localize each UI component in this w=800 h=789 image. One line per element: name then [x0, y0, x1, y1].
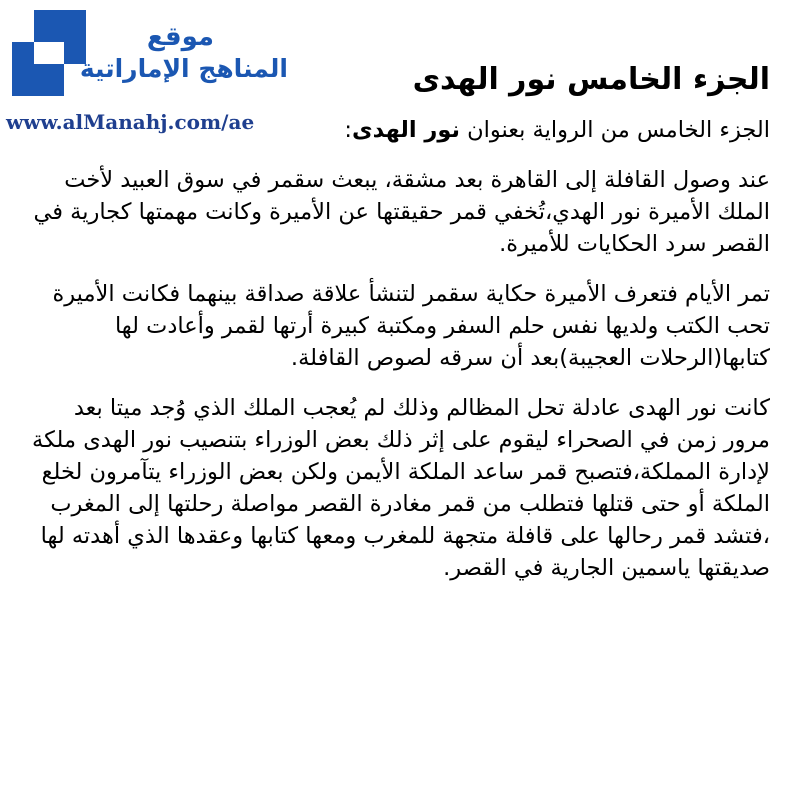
paragraph-3: كانت نور الهدى عادلة تحل المظالم وذلك لم يُعجب الملك الذي وُجد ميتا بعد مرور زمن في الصحراء ليقوم على إثر ذلك بعض الوزراء بتنصيب نور الهدى ملكة لإدارة المملكة،فتصبح قمر ساعد الملكة الأيمن ولكن بعض الوزراء يتآمرون لخلع الملكة أو حتى قتلها فتطلب من قمر مغادرة القصر مواصلة رحلتها إلى المغرب ،فتشد قمر رحالها على قافلة متجهة للمغرب ومعها كتابها وعقدها الذي أهدته لها صديقتها ياسمين الجارية في القصر. — [32, 395, 770, 581]
intro-suffix: : — [344, 117, 352, 143]
paragraph-1: عند وصول القافلة إلى القاهرة بعد مشقة، يبعث سقمر في سوق العبيد لأخت الملك الأميرة نور الهدي،تُخفي قمر حقيقتها عن الأميرة وكانت مهمتها كجارية في القصر سرد الحكايات للأميرة. — [33, 167, 770, 257]
logo-word: موقع — [146, 22, 214, 52]
intro-bold-title: نور الهدى — [351, 117, 460, 143]
intro-prefix: الجزء الخامس من الرواية بعنوان — [459, 117, 770, 143]
paragraph-2: تمر الأيام فتعرف الأميرة حكاية سقمر لتنشأ علاقة صداقة بينهما فكانت الأميرة تحب الكتب ولديها نفس حلم السفر ومكتبة كبيرة أرتها لقمر وأعادت لها كتابها(الرحلات العجيبة)بعد أن سرقه لصوص القافلة. — [52, 281, 770, 371]
logo-name: المناهج الإماراتية — [79, 54, 288, 83]
document-body — [30, 114, 770, 602]
logo-squares-icon — [12, 10, 86, 96]
page-title: الجزء الخامس نور الهدى — [412, 62, 770, 97]
logo-url[interactable]: www.alManahj.com/ae — [6, 110, 255, 134]
intro-line — [30, 114, 770, 146]
